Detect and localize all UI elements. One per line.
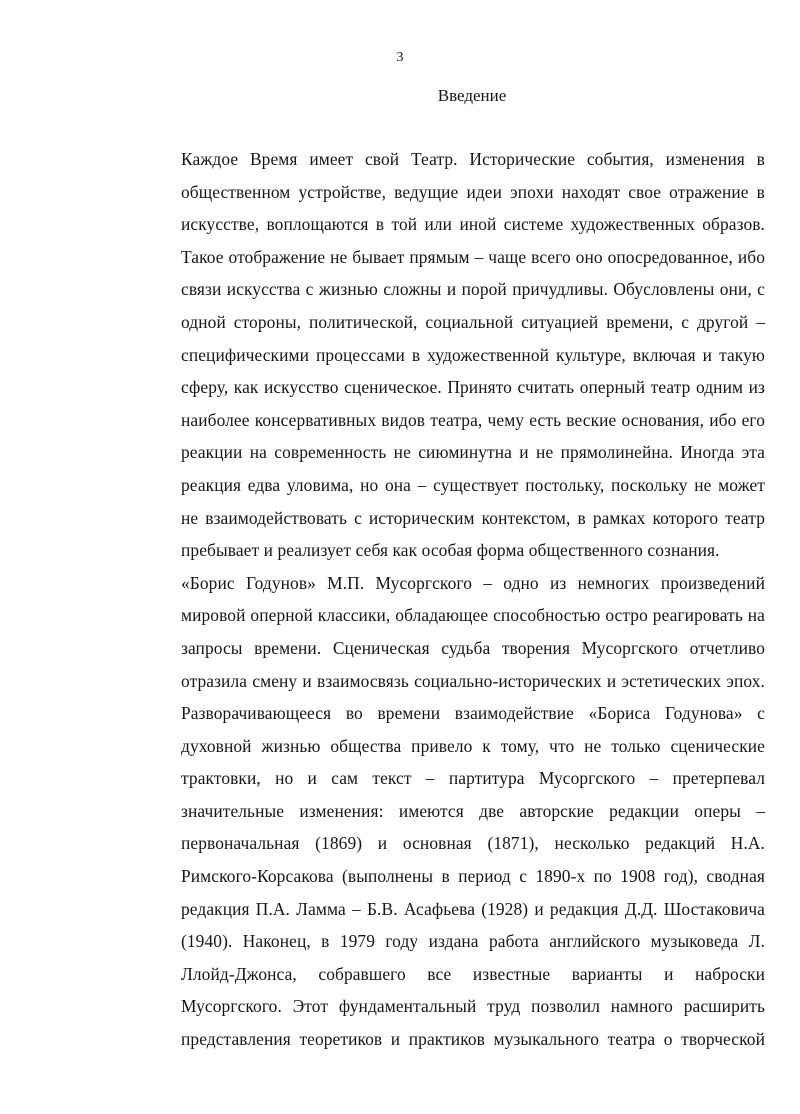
text-line: Римского-Корсакова (выполнены в период с 1890-х по 1908 год), сводная [181, 866, 765, 887]
text-line: Ллойд-Джонса, собравшего все известные варианты и наброски [181, 963, 765, 984]
text-line: духовной жизнью общества привело к тому, что не только сценические [181, 735, 765, 756]
text-line: отразила смену и взаимосвязь социально-исторических и эстетических эпох. [181, 670, 765, 691]
text-line: первоначальная (1869) и основная (1871), несколько редакций Н.А. [181, 833, 765, 854]
text-line: Каждое Время имеет свой Театр. Исторические события, изменения в [181, 149, 765, 169]
text-line: одной стороны, политической, социальной ситуацией времени, с другой – [181, 311, 765, 332]
paragraph-2 [133, 567, 765, 1056]
page-number: 3 [396, 50, 404, 65]
text-line: реакции на современность не сиюминутна и не прямолинейна. Иногда эта [181, 442, 765, 463]
text-line: значительные изменения: имеются две авторские редакции оперы – [181, 800, 765, 821]
text-line: Разворачивающееся во времени взаимодействие «Бориса Годунова» с [181, 703, 765, 724]
text-line: реакция едва уловима, но она – существует постольку, поскольку не может [181, 474, 765, 495]
text-line: специфическими процессами в художественной культуре, включая и такую [181, 344, 765, 365]
text-line: запросы времени. Сценическая судьба творения Мусоргского отчетливо [181, 637, 765, 658]
text-line: общественном устройстве, ведущие идеи эпохи находят свое отражение в [181, 181, 765, 202]
text-line: наиболее консервативных видов театра, чему есть веские основания, ибо его [181, 409, 765, 430]
text-line: связи искусства с жизнью сложны и порой причудливы. Обусловлены они, с [181, 279, 765, 300]
text-line: «Борис Годунов» М.П. Мусоргского – одно из немногих произведений [181, 572, 765, 593]
text-line: Мусоргского. Этот фундаментальный труд позволил намного расширить [181, 996, 765, 1017]
section-heading: Введение [437, 86, 507, 105]
text-line: искусстве, воплощаются в той или иной системе художественных образов. [181, 214, 765, 235]
text-line: представления теоретиков и практиков музыкального театра о творческой [181, 1029, 765, 1050]
text-line: (1940). Наконец, в 1979 году издана работа английского музыковеда Л. [181, 931, 765, 952]
paragraph-1 [133, 143, 765, 567]
text-line: не взаимодействовать с историческим контекстом, в рамках которого театр [181, 507, 765, 528]
text-line: мировой оперной классики, обладающее способностью остро реагировать на [181, 605, 765, 626]
text-line: трактовки, но и сам текст – партитура Мусоргского – претерпевал [181, 768, 765, 789]
text-line: Такое отображение не бывает прямым – чаще всего оно опосредованное, ибо [181, 246, 765, 267]
text-line: сферу, как искусство сценическое. Принято считать оперный театр одним из [181, 377, 765, 398]
body-text [133, 143, 765, 1056]
text-line: пребывает и реализует себя как особая форма общественного сознания. [181, 540, 720, 561]
text-line: редакция П.А. Ламма – Б.В. Асафьева (1928) и редакция Д.Д. Шостаковича [181, 898, 765, 919]
